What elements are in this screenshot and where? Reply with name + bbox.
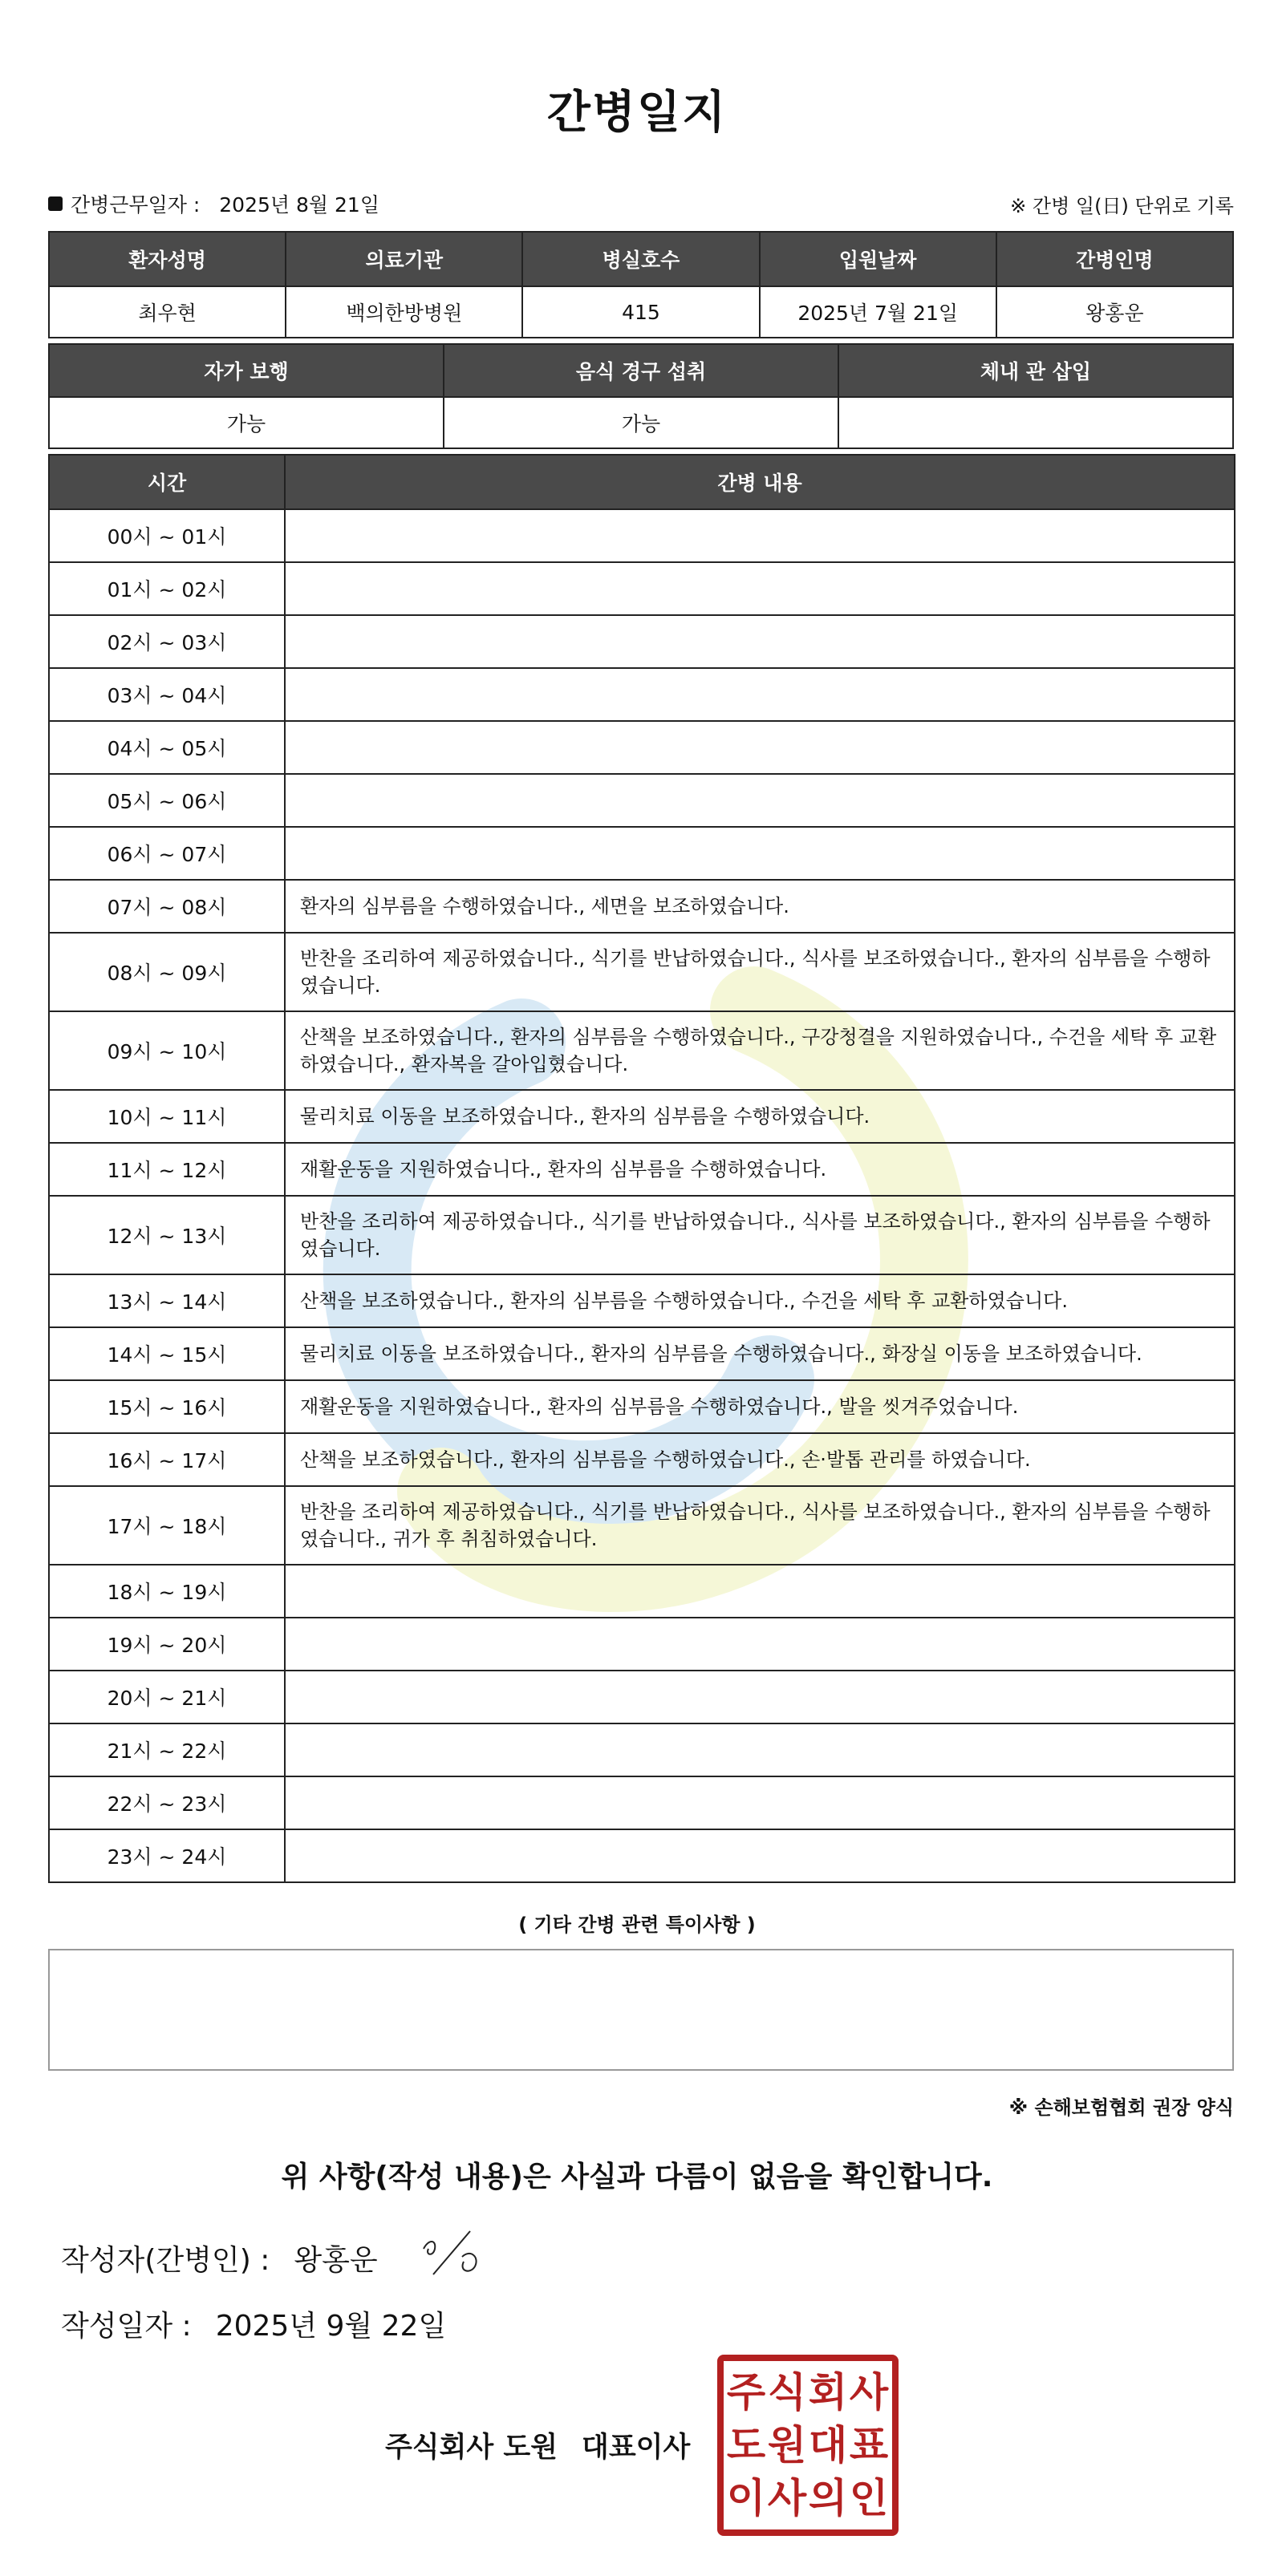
log-time: 14시 ~ 15시: [49, 1327, 285, 1380]
log-row: [49, 721, 1235, 774]
patient-info-table: [48, 231, 1234, 338]
log-content: 산책을 보조하였습니다., 환자의 심부름을 수행하였습니다., 손·발톱 관리를 하였습니다.: [285, 1433, 1235, 1486]
log-time: 17시 ~ 18시: [49, 1486, 285, 1565]
log-time: 13시 ~ 14시: [49, 1274, 285, 1327]
log-content: [285, 721, 1235, 774]
patient-name: 최우현: [49, 286, 286, 338]
work-date-value: 2025년 8월 21일: [219, 193, 379, 217]
log-time: 12시 ~ 13시: [49, 1196, 285, 1274]
header-oral-intake: 음식 경구 섭취: [444, 344, 838, 397]
log-row: [49, 615, 1235, 668]
log-content: 산책을 보조하였습니다., 환자의 심부름을 수행하였습니다., 수건을 세탁 후 교환하였습니다.: [285, 1274, 1235, 1327]
seal-char: 이: [726, 2475, 766, 2521]
status-header-row: [49, 344, 1233, 397]
log-content: [285, 1618, 1235, 1671]
header-patient-name: 환자성명: [49, 232, 286, 286]
log-time: 05시 ~ 06시: [49, 774, 285, 827]
author-label: 작성자(간병인) :: [61, 2244, 270, 2277]
log-time: 10시 ~ 11시: [49, 1090, 285, 1143]
header-hospital: 의료기관: [286, 232, 522, 286]
seal-char: 식: [767, 2369, 807, 2416]
written-date-value: 2025년 9월 22일: [215, 2310, 447, 2343]
log-time: 09시 ~ 10시: [49, 1011, 285, 1090]
seal-char: 주: [726, 2369, 766, 2416]
header-walking: 자가 보행: [49, 344, 444, 397]
log-row: [49, 933, 1235, 1011]
hospital-name: 백의한방병원: [286, 286, 522, 338]
log-content: 반찬을 조리하여 제공하였습니다., 식기를 반납하였습니다., 식사를 보조하였습니다., 환자의 심부름을 수행하였습니다., 귀가 후 취침하였습니다.: [285, 1486, 1235, 1565]
written-date-label: 작성일자 :: [61, 2310, 192, 2343]
log-time: 04시 ~ 05시: [49, 721, 285, 774]
log-content: 환자의 심부름을 수행하였습니다., 세면을 보조하였습니다.: [285, 880, 1235, 933]
log-row: [49, 562, 1235, 615]
written-date-line: [61, 2303, 446, 2344]
seal-char: 원: [767, 2422, 807, 2469]
status-value-row: [49, 397, 1233, 448]
oral-intake-status: 가능: [444, 397, 838, 448]
log-row: [49, 1380, 1235, 1433]
patient-status-table: [48, 343, 1234, 449]
log-row: [49, 1433, 1235, 1486]
tube-status: [838, 397, 1233, 448]
header-caregiver: 간병인명: [996, 232, 1233, 286]
signature-icon: [417, 2225, 489, 2281]
company-line: [385, 2425, 690, 2465]
log-time: 20시 ~ 21시: [49, 1671, 285, 1723]
care-log-table: [48, 454, 1235, 1883]
log-row: [49, 774, 1235, 827]
log-content: 재활운동을 지원하였습니다., 환자의 심부름을 수행하였습니다.: [285, 1143, 1235, 1196]
seal-char: 도: [726, 2422, 766, 2469]
log-header-row: [49, 455, 1235, 509]
log-content: [285, 1723, 1235, 1776]
log-time: 00시 ~ 01시: [49, 509, 285, 562]
log-content: [285, 668, 1235, 721]
log-time: 03시 ~ 04시: [49, 668, 285, 721]
notes-label: ( 기타 간병 관련 특이사항 ): [518, 1914, 756, 1936]
log-row: [49, 1829, 1235, 1882]
log-content: 산책을 보조하였습니다., 환자의 심부름을 수행하였습니다., 구강청결을 지원하였습니다., 수건을 세탁 후 교환하였습니다., 환자복을 갈아입혔습니다.: [285, 1011, 1235, 1090]
seal-char: 대: [808, 2422, 848, 2469]
log-content: [285, 1565, 1235, 1618]
log-content: 반찬을 조리하여 제공하였습니다., 식기를 반납하였습니다., 식사를 보조하였습니다., 환자의 심부름을 수행하였습니다.: [285, 1196, 1235, 1274]
log-row: [49, 1327, 1235, 1380]
log-content: [285, 509, 1235, 562]
log-row: [49, 1011, 1235, 1090]
log-content: 물리치료 이동을 보조하였습니다., 환자의 심부름을 수행하였습니다., 화장실 이동을 보조하였습니다.: [285, 1327, 1235, 1380]
recommend-note: ※ 손해보험협회 권장 양식: [1008, 2096, 1234, 2119]
company-title: 대표이사: [582, 2432, 691, 2464]
log-content: [285, 615, 1235, 668]
log-row: [49, 1090, 1235, 1143]
meta-row: [48, 189, 1234, 218]
header-tube: 체내 관 삽입: [838, 344, 1233, 397]
log-time: 15시 ~ 16시: [49, 1380, 285, 1433]
document-title: 간병일지: [546, 87, 728, 139]
log-row: [49, 1618, 1235, 1671]
log-row: [49, 1671, 1235, 1723]
log-time: 07시 ~ 08시: [49, 880, 285, 933]
log-time: 19시 ~ 20시: [49, 1618, 285, 1671]
walking-status: 가능: [49, 397, 444, 448]
seal-graphic: [724, 2361, 892, 2529]
seal-char: 사: [767, 2475, 807, 2521]
info-value-row: [49, 286, 1233, 338]
log-row: [49, 1776, 1235, 1829]
log-content: [285, 827, 1235, 880]
log-row: [49, 827, 1235, 880]
log-time: 02시 ~ 03시: [49, 615, 285, 668]
log-body: [49, 509, 1235, 1882]
header-care-content: 간병 내용: [285, 455, 1235, 509]
log-time: 06시 ~ 07시: [49, 827, 285, 880]
log-content: [285, 774, 1235, 827]
log-content: 반찬을 조리하여 제공하였습니다., 식기를 반납하였습니다., 식사를 보조하였습니다., 환자의 심부름을 수행하였습니다.: [285, 933, 1235, 1011]
log-time: 16시 ~ 17시: [49, 1433, 285, 1486]
log-content: [285, 1776, 1235, 1829]
seal-char: 사: [849, 2369, 889, 2416]
caregiver-name: 왕홍운: [996, 286, 1233, 338]
notes-box: [48, 1949, 1234, 2071]
header-room: 병실호수: [522, 232, 759, 286]
log-row: [49, 1274, 1235, 1327]
company-name: 주식회사 도원: [385, 2432, 558, 2464]
company-seal-icon: [717, 2355, 899, 2536]
log-row: [49, 1723, 1235, 1776]
seal-char: 회: [808, 2369, 848, 2416]
log-row: [49, 1143, 1235, 1196]
info-header-row: [49, 232, 1233, 286]
work-date: [48, 189, 379, 218]
log-row: [49, 880, 1235, 933]
unit-note: ※ 간병 일(日) 단위로 기록: [1010, 194, 1234, 217]
author-name: 왕홍운: [294, 2244, 378, 2277]
log-time: 01시 ~ 02시: [49, 562, 285, 615]
seal-char: 표: [849, 2422, 889, 2469]
log-content: [285, 1829, 1235, 1882]
log-time: 23시 ~ 24시: [49, 1829, 285, 1882]
log-row: [49, 668, 1235, 721]
bullet-square-icon: [48, 196, 63, 211]
log-time: 18시 ~ 19시: [49, 1565, 285, 1618]
log-row: [49, 1565, 1235, 1618]
work-date-label: 간병근무일자 :: [71, 193, 201, 217]
log-content: 재활운동을 지원하였습니다., 환자의 심부름을 수행하였습니다., 발을 씻겨주었습니다.: [285, 1380, 1235, 1433]
log-row: [49, 1196, 1235, 1274]
log-time: 08시 ~ 09시: [49, 933, 285, 1011]
log-row: [49, 1486, 1235, 1565]
room-number: 415: [522, 286, 759, 338]
header-admission-date: 입원날짜: [760, 232, 996, 286]
log-time: 22시 ~ 23시: [49, 1776, 285, 1829]
log-content: [285, 1671, 1235, 1723]
confirmation-statement: 위 사항(작성 내용)은 사실과 다름이 없음을 확인합니다.: [281, 2161, 993, 2193]
log-time: 21시 ~ 22시: [49, 1723, 285, 1776]
log-row: [49, 509, 1235, 562]
seal-char: 인: [849, 2475, 889, 2521]
admission-date: 2025년 7월 21일: [760, 286, 996, 338]
log-content: [285, 562, 1235, 615]
log-time: 11시 ~ 12시: [49, 1143, 285, 1196]
seal-char: 의: [808, 2475, 848, 2521]
header-time: 시간: [49, 455, 285, 509]
log-content: 물리치료 이동을 보조하였습니다., 환자의 심부름을 수행하였습니다.: [285, 1090, 1235, 1143]
author-line: [61, 2238, 378, 2278]
